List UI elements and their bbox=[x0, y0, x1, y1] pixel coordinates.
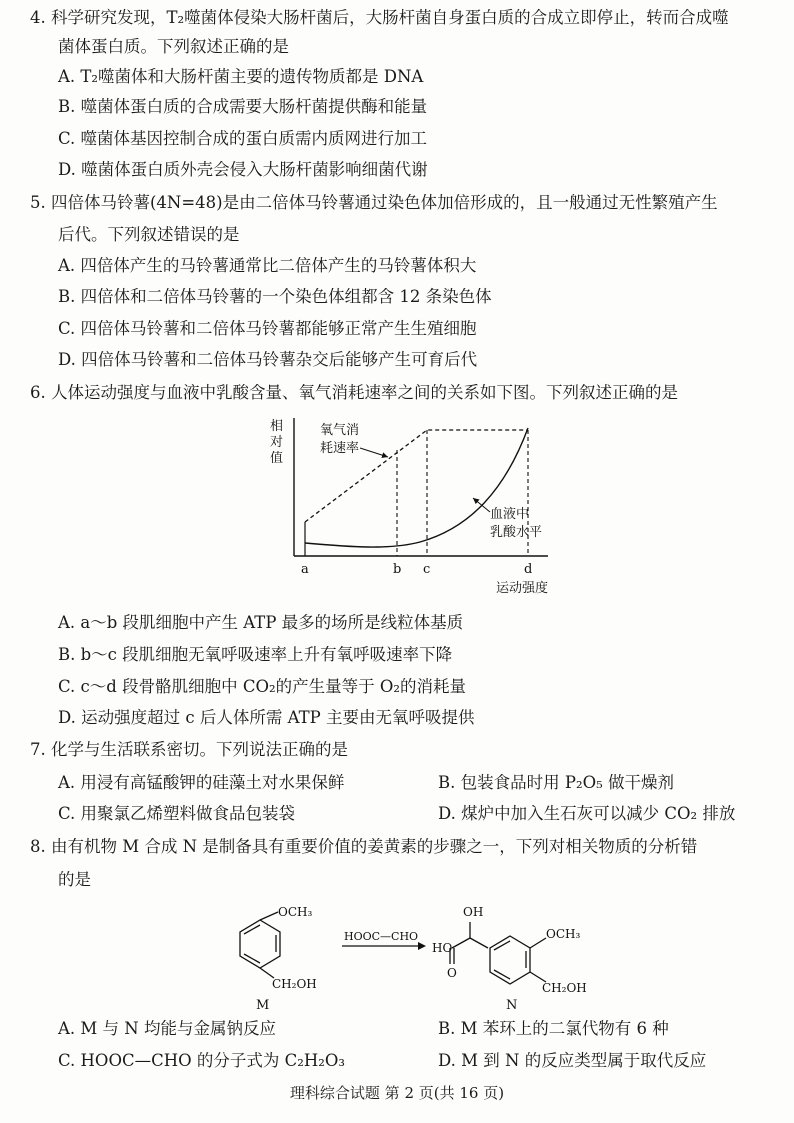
x-tick-b: b bbox=[393, 562, 402, 577]
reagent-label: HOOC—CHO bbox=[344, 930, 419, 943]
q5-option-d: D. 四倍体马铃薯和二倍体马铃薯杂交后能够产生可育后代 bbox=[58, 350, 478, 369]
q8-stem-line1: 8. 由有机物 M 合成 N 是制备具有重要价值的姜黄素的步骤之一，下列对相关物质的分析错 bbox=[30, 837, 698, 856]
oxygen-label-1: 氧气消 bbox=[320, 423, 360, 438]
n-ch2oh: CH₂OH bbox=[542, 981, 587, 995]
oxygen-label-arrow bbox=[360, 448, 388, 457]
q5-stem-line1: 5. 四倍体马铃薯(4N=48)是由二倍体马铃薯通过染色体加倍形成的，且一般通过无性繁殖产生 bbox=[30, 193, 718, 212]
q4-stem-line2: 菌体蛋白质。下列叙述正确的是 bbox=[58, 37, 289, 56]
q7-option-c: C. 用聚氯乙烯塑料做食品包装袋 bbox=[58, 804, 296, 823]
m-och3: OCH₃ bbox=[278, 905, 313, 919]
x-tick-d: d bbox=[524, 562, 533, 577]
lactate-label-2: 乳酸水平 bbox=[490, 525, 543, 540]
x-tick-a: a bbox=[301, 562, 309, 577]
q8-stem-line2: 的是 bbox=[58, 870, 91, 889]
n-o: O bbox=[447, 966, 457, 980]
q8-option-c: C. HOOC—CHO 的分子式为 C₂H₂O₃ bbox=[58, 1051, 346, 1070]
q5-option-c: C. 四倍体马铃薯和二倍体马铃薯都能够正常产生生殖细胞 bbox=[58, 319, 477, 338]
q8-option-d: D. M 到 N 的反应类型属于取代反应 bbox=[438, 1051, 707, 1070]
q8-reaction-scheme bbox=[220, 902, 610, 1012]
y-label-2: 对 bbox=[270, 435, 284, 450]
n-label: N bbox=[506, 998, 518, 1012]
n-oh: OH bbox=[463, 905, 484, 919]
q6-option-d: D. 运动强度超过 c 后人体所需 ATP 主要由无氧呼吸提供 bbox=[58, 708, 475, 727]
q5-stem-line2: 后代。下列叙述错误的是 bbox=[58, 225, 240, 244]
y-label-1: 相 bbox=[270, 419, 284, 434]
x-axis-label: 运动强度 bbox=[496, 581, 549, 596]
molecule-n bbox=[450, 922, 546, 984]
m-ch2oh: CH₂OH bbox=[272, 977, 317, 991]
page-footer: 理科综合试题 第 2 页(共 16 页) bbox=[289, 1084, 505, 1102]
x-tick-c: c bbox=[423, 562, 431, 577]
n-och3: OCH₃ bbox=[546, 927, 581, 941]
q5-option-b: B. 四倍体和二倍体马铃薯的一个染色体组都含 12 条染色体 bbox=[58, 287, 492, 306]
q4-stem-line1: 4. 科学研究发现，T₂噬菌体侵染大肠杆菌后，大肠杆菌自身蛋白质的合成立即停止，转而合成噬 bbox=[30, 8, 729, 27]
oxygen-label-2: 耗速率 bbox=[320, 441, 360, 456]
q6-option-b: B. b～c 段肌细胞无氧呼吸速率上升有氧呼吸速率下降 bbox=[58, 645, 453, 664]
m-label: M bbox=[256, 998, 270, 1012]
n-ho: HO bbox=[432, 941, 453, 955]
q7-option-a: A. 用浸有高锰酸钾的硅藻土对水果保鲜 bbox=[58, 773, 345, 792]
q4-option-c: C. 噬菌体基因控制合成的蛋白质需内质网进行加工 bbox=[58, 129, 428, 148]
q6-option-a: A. a～b 段肌细胞中产生 ATP 最多的场所是线粒体基质 bbox=[58, 613, 464, 632]
q8-option-a: A. M 与 N 均能与金属钠反应 bbox=[58, 1019, 276, 1038]
q6-option-c: C. c～d 段骨骼肌细胞中 CO₂的产生量等于 O₂的消耗量 bbox=[58, 677, 466, 696]
lactate-label-1: 血液中 bbox=[490, 507, 530, 522]
q8-option-b: B. M 苯环上的二氯代物有 6 种 bbox=[438, 1019, 669, 1038]
q7-option-d: D. 煤炉中加入生石灰可以减少 CO₂ 排放 bbox=[438, 804, 736, 823]
q4-option-d: D. 噬菌体蛋白质外壳会侵入大肠杆菌影响细菌代谢 bbox=[58, 160, 428, 179]
q6-stem: 6. 人体运动强度与血液中乳酸含量、氧气消耗速率之间的关系如下图。下列叙述正确的是 bbox=[30, 383, 678, 402]
q4-option-b: B. 噬菌体蛋白质的合成需要大肠杆菌提供酶和能量 bbox=[58, 97, 428, 116]
q5-option-a: A. 四倍体产生的马铃薯通常比二倍体产生的马铃薯体积大 bbox=[58, 256, 477, 275]
molecule-m bbox=[240, 912, 280, 978]
q7-stem: 7. 化学与生活联系密切。下列说法正确的是 bbox=[30, 740, 348, 759]
y-label-3: 值 bbox=[270, 451, 284, 466]
q6-chart bbox=[260, 410, 560, 600]
q7-option-b: B. 包装食品时用 P₂O₅ 做干燥剂 bbox=[438, 773, 674, 792]
q4-option-a: A. T₂噬菌体和大肠杆菌主要的遗传物质都是 DNA bbox=[58, 67, 424, 86]
